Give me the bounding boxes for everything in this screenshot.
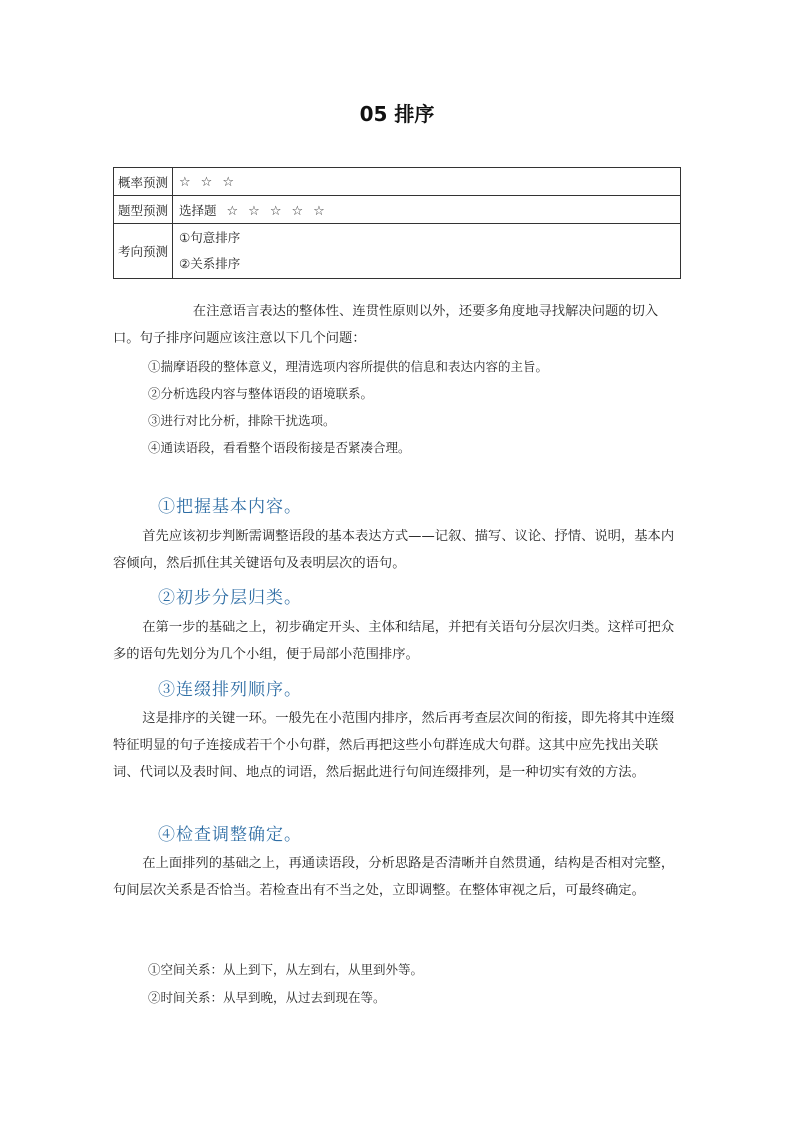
question-type xyxy=(173,196,681,224)
star-icon: ☆ xyxy=(248,203,260,219)
section-heading: ④检查调整确定。 xyxy=(158,825,302,845)
star-icon: ☆ xyxy=(269,203,282,219)
section-body: 在上面排列的基础之上，再通读语段，分析思路是否清晰并自然贯通，结构是否相对完整，句间层次关系是否恰当。若检查出有不当之处，立即调整。在整体审视之后，可最终确定。 xyxy=(113,856,675,898)
star-icon: ☆ xyxy=(222,174,234,190)
row-label: 考向预测 xyxy=(114,224,173,279)
table-row xyxy=(114,196,681,224)
relation-item: ①空间关系：从上到下，从左到右，从里到外等。 xyxy=(148,962,424,977)
table-row xyxy=(114,224,681,279)
direction-item: ②关系排序 xyxy=(179,256,241,271)
probability-stars xyxy=(173,168,681,196)
step-item: ②分析选段内容与整体语段的语境联系。 xyxy=(148,386,374,401)
section-heading: ①把握基本内容。 xyxy=(158,497,302,517)
section-heading: ③连缀排列顺序。 xyxy=(158,680,302,700)
step-item: ④通读语段，看看整个语段衔接是否紧凑合理。 xyxy=(148,440,411,455)
table-row xyxy=(114,168,681,196)
prediction-table xyxy=(113,167,681,279)
intro-paragraph: 在注意语言表达的整体性、连贯性原则以外，还要多角度地寻找解决问题的切入口。句子排序问题应该注意以下几个问题： xyxy=(113,304,659,346)
question-type-label: 选择题 xyxy=(179,202,217,218)
star-icon: ☆ xyxy=(291,203,304,219)
row-label: 题型预测 xyxy=(114,196,173,224)
section-heading: ②初步分层归类。 xyxy=(158,588,302,608)
direction-list xyxy=(173,224,681,279)
step-item: ③进行对比分析，排除干扰选项。 xyxy=(148,413,336,428)
section-body: 这是排序的关键一环。一般先在小范围内排序，然后再考查层次间的衔接，即先将其中连缀特征明显的句子连接成若干个小句群，然后再把这些小句群连成大句群。这其中应先找出关联词、代词以及表时间、地点的词语，然后据此进行句间连缀排列，是一种切实有效的方法。 xyxy=(113,711,675,780)
star-icon: ☆ xyxy=(200,174,213,190)
star-icon: ☆ xyxy=(313,203,325,219)
row-label: 概率预测 xyxy=(114,168,173,196)
section-body: 首先应该初步判断需调整语段的基本表达方式——记叙、描写、议论、抒情、说明，基本内容倾向，然后抓住其关键语句及表明层次的语句。 xyxy=(113,529,675,571)
section-body: 在第一步的基础之上，初步确定开头、主体和结尾，并把有关语句分层次归类。这样可把众多的语句先划分为几个小组，便于局部小范围排序。 xyxy=(113,620,675,662)
step-item: ①揣摩语段的整体意义，理清选项内容所提供的信息和表达内容的主旨。 xyxy=(148,359,549,374)
page-title: 05 排序 xyxy=(359,102,435,126)
relation-item: ②时间关系：从早到晚，从过去到现在等。 xyxy=(148,990,386,1005)
direction-item: ①句意排序 xyxy=(179,230,241,245)
star-icon: ☆ xyxy=(226,203,239,219)
star-icon: ☆ xyxy=(179,174,191,190)
